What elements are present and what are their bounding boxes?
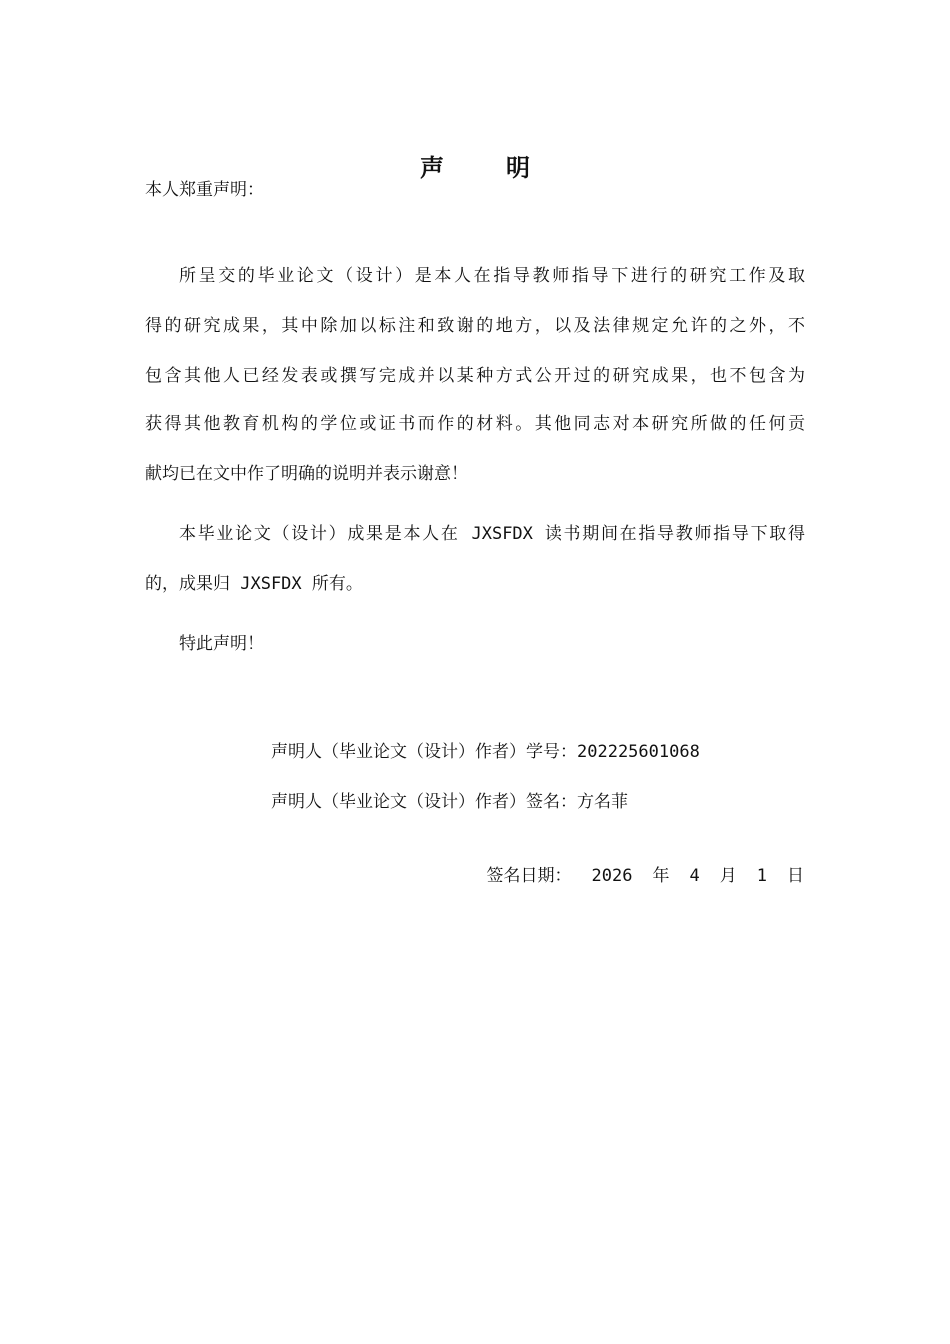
date-year: 2026 bbox=[591, 866, 633, 886]
date-day-unit: 日 bbox=[787, 866, 804, 886]
date-year-unit: 年 bbox=[652, 866, 670, 886]
student-id-label: 声明人（毕业论文（设计）作者）学号： bbox=[271, 742, 577, 762]
student-id-line bbox=[271, 740, 700, 764]
paragraph1-line-5: 献均已在文中作了明确的说明并表示谢意！ bbox=[145, 464, 468, 484]
salutation: 本人郑重声明： bbox=[145, 180, 264, 200]
student-id-value: 202225601068 bbox=[577, 742, 700, 762]
paragraph1-line-2: 得的研究成果，其中除加以标注和致谢的地方，以及法律规定允许的之外，不 bbox=[145, 316, 805, 336]
signature-name: 方名菲 bbox=[577, 792, 628, 812]
signature-line bbox=[271, 790, 628, 814]
signature-label: 声明人（毕业论文（设计）作者）签名： bbox=[271, 792, 577, 812]
date-month-unit: 月 bbox=[719, 866, 737, 886]
date-month: 4 bbox=[689, 866, 700, 886]
closing-statement: 特此声明！ bbox=[179, 634, 264, 654]
date-day: 1 bbox=[756, 866, 767, 886]
paragraph2-line-2: 的，成果归 JXSFDX 所有。 bbox=[145, 574, 363, 594]
title-char-2: 明 bbox=[506, 154, 530, 182]
title-char-1: 声 bbox=[420, 154, 444, 182]
signature-date bbox=[487, 864, 804, 888]
date-label: 签名日期： bbox=[486, 866, 572, 886]
paragraph2-line-1: 本毕业论文（设计）成果是本人在 JXSFDX 读书期间在指导教师指导下取得 bbox=[179, 524, 805, 544]
paragraph1-line-1: 所呈交的毕业论文（设计）是本人在指导教师指导下进行的研究工作及取 bbox=[179, 266, 805, 286]
paragraph1-line-4: 获得其他教育机构的学位或证书而作的材料。其他同志对本研究所做的任何贡 bbox=[145, 414, 805, 434]
paragraph1-line-3: 包含其他人已经发表或撰写完成并以某种方式公开过的研究成果，也不包含为 bbox=[145, 366, 805, 386]
